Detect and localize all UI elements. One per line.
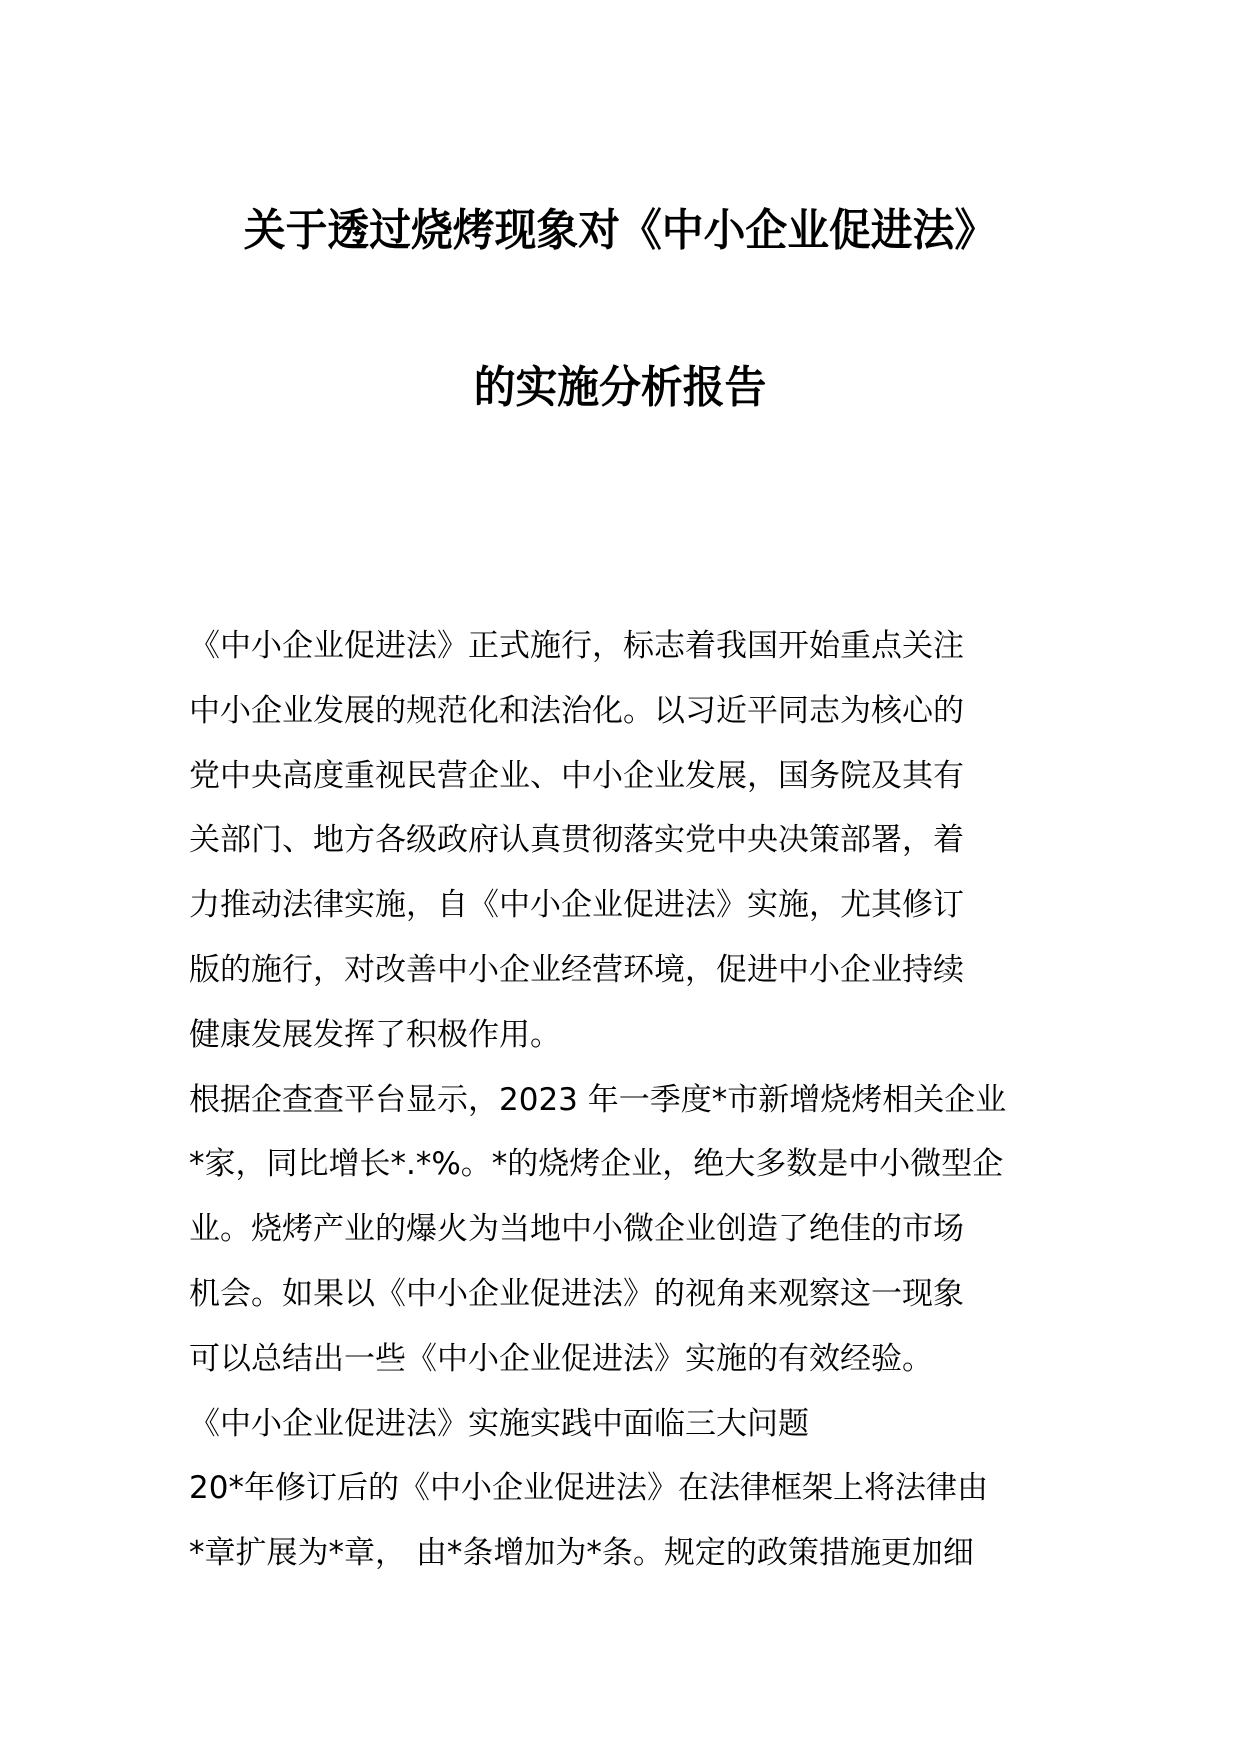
body-line: 20*年修订后的《中小企业促进法》在法律框架上将法律由 (189, 1470, 988, 1507)
section-heading: 《中小企业促进法》实施实践中面临三大问题 (189, 1405, 809, 1442)
body-line: 业。烧烤产业的爆火为当地中小微企业创造了绝佳的市场 (189, 1211, 964, 1248)
body-line: 力推动法律实施，自《中小企业促进法》实施，尤其修订 (189, 887, 964, 924)
body-line: 党中央高度重视民营企业、中小企业发展，国务院及其有 (189, 757, 964, 794)
body-line: 关部门、地方各级政府认真贯彻落实党中央决策部署，着 (189, 822, 964, 859)
body-line: 健康发展发挥了积极作用。 (189, 1016, 561, 1053)
body-line: 中小企业发展的规范化和法治化。以习近平同志为核心的 (189, 692, 964, 729)
body-line: 版的施行，对改善中小企业经营环境，促进中小企业持续 (189, 951, 964, 988)
body-line: *家，同比增长*.*%。*的烧烤企业，绝大多数是中小微型企 (189, 1146, 1004, 1183)
body-line: 可以总结出一些《中小企业促进法》实施的有效经验。 (189, 1340, 933, 1377)
document-title-line-2: 的实施分析报告 (473, 362, 767, 413)
document-body (189, 614, 1059, 1586)
body-line: *章扩展为*章， 由*条增加为*条。规定的政策措施更加细 (189, 1535, 974, 1572)
body-line: 机会。如果以《中小企业促进法》的视角来观察这一现象 (189, 1275, 964, 1312)
body-line: 《中小企业促进法》正式施行，标志着我国开始重点关注 (189, 628, 964, 664)
document-title-line-1: 关于透过烧烤现象对《中小企业促进法》 (243, 205, 997, 256)
body-line: 根据企查查平台显示，2023 年一季度*市新增烧烤相关企业 (189, 1081, 1007, 1118)
